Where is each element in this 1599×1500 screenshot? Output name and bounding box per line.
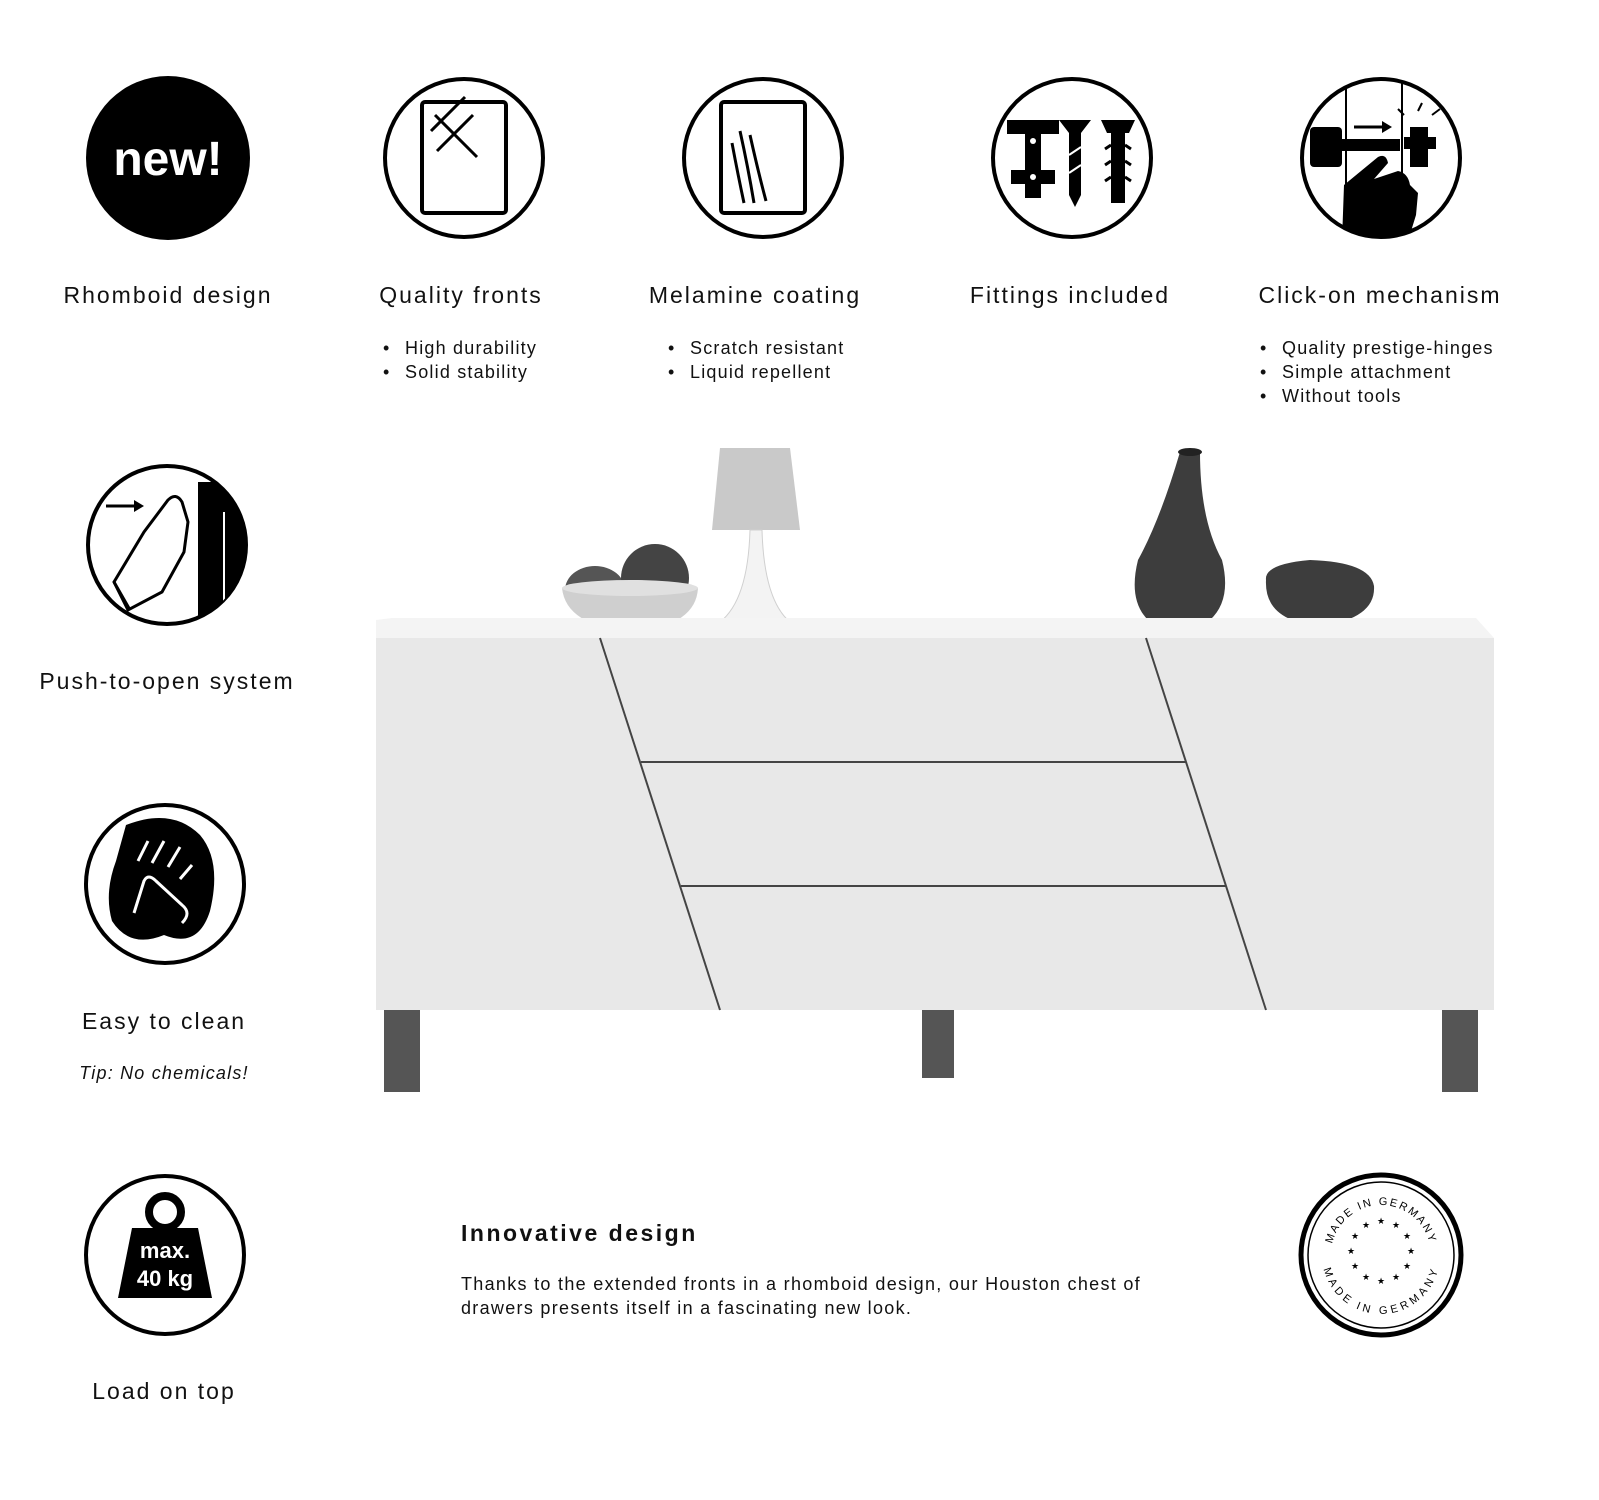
no-chemicals-tip: Tip: No chemicals! xyxy=(79,1063,249,1083)
quality-fronts-bullets xyxy=(383,336,537,384)
svg-text:★: ★ xyxy=(1406,1247,1416,1257)
svg-text:★: ★ xyxy=(1391,1221,1401,1231)
weight-line1: max. xyxy=(139,1238,191,1263)
easy-clean-icon xyxy=(82,801,248,967)
svg-text:★: ★ xyxy=(1350,1232,1360,1242)
fittings-included-label: Fittings included xyxy=(969,282,1171,308)
svg-text:★: ★ xyxy=(1376,1277,1386,1287)
click-on-mechanism-label: Click-on mechanism xyxy=(1258,282,1502,308)
weight-line2: 40 kg xyxy=(136,1266,194,1291)
easy-to-clean-label: Easy to clean xyxy=(81,1008,247,1034)
svg-text:★: ★ xyxy=(1361,1273,1371,1283)
click-on-hinge-icon xyxy=(1298,75,1464,241)
new-badge-icon xyxy=(85,75,251,241)
seal-text-bottom: MADE IN GERMANY xyxy=(1320,1266,1442,1318)
svg-text:★: ★ xyxy=(1346,1247,1356,1257)
click-on-bullets xyxy=(1260,336,1494,408)
bullet-item: • High durability xyxy=(383,336,537,360)
svg-text:★: ★ xyxy=(1361,1221,1371,1231)
bullet-item: • Scratch resistant xyxy=(668,336,844,360)
quality-fronts-label: Quality fronts xyxy=(379,282,543,308)
sideboard-illustration xyxy=(370,440,1500,1100)
innovative-design-title: Innovative design xyxy=(461,1220,698,1246)
push-to-open-label: Push-to-open system xyxy=(39,668,295,694)
innovative-design-text: Thanks to the extended fronts in a rhomboid design, our Houston chest of drawers presents itself in a fascinating new look. xyxy=(461,1274,1141,1318)
quality-fronts-icon xyxy=(381,75,547,241)
svg-text:★: ★ xyxy=(1350,1262,1360,1272)
scratch-resistant-icon xyxy=(680,75,846,241)
bullet-item: • Liquid repellent xyxy=(668,360,844,384)
weight-icon xyxy=(82,1172,248,1338)
svg-text:★: ★ xyxy=(1391,1273,1401,1283)
bullet-item: • Simple attachment xyxy=(1260,360,1494,384)
svg-text:★: ★ xyxy=(1376,1217,1386,1227)
bullet-item: • Solid stability xyxy=(383,360,537,384)
seal-text-top: MADE IN GERMANY xyxy=(1323,1195,1439,1245)
new-badge-text: new! xyxy=(113,133,223,186)
made-in-germany-seal xyxy=(1298,1172,1464,1338)
melamine-bullets xyxy=(668,336,844,384)
melamine-coating-label: Melamine coating xyxy=(648,282,862,308)
rhomboid-design-label: Rhomboid design xyxy=(63,282,273,308)
bullet-item: • Without tools xyxy=(1260,384,1494,408)
push-to-open-icon xyxy=(84,462,250,628)
svg-text:★: ★ xyxy=(1402,1262,1412,1272)
svg-text:★: ★ xyxy=(1402,1232,1412,1242)
fittings-icon xyxy=(989,75,1155,241)
bullet-item: • Quality prestige-hinges xyxy=(1260,336,1494,360)
load-on-top-label: Load on top xyxy=(92,1378,236,1404)
svg-text:MADE IN GERMANY xyxy=(1321,1266,1442,1317)
